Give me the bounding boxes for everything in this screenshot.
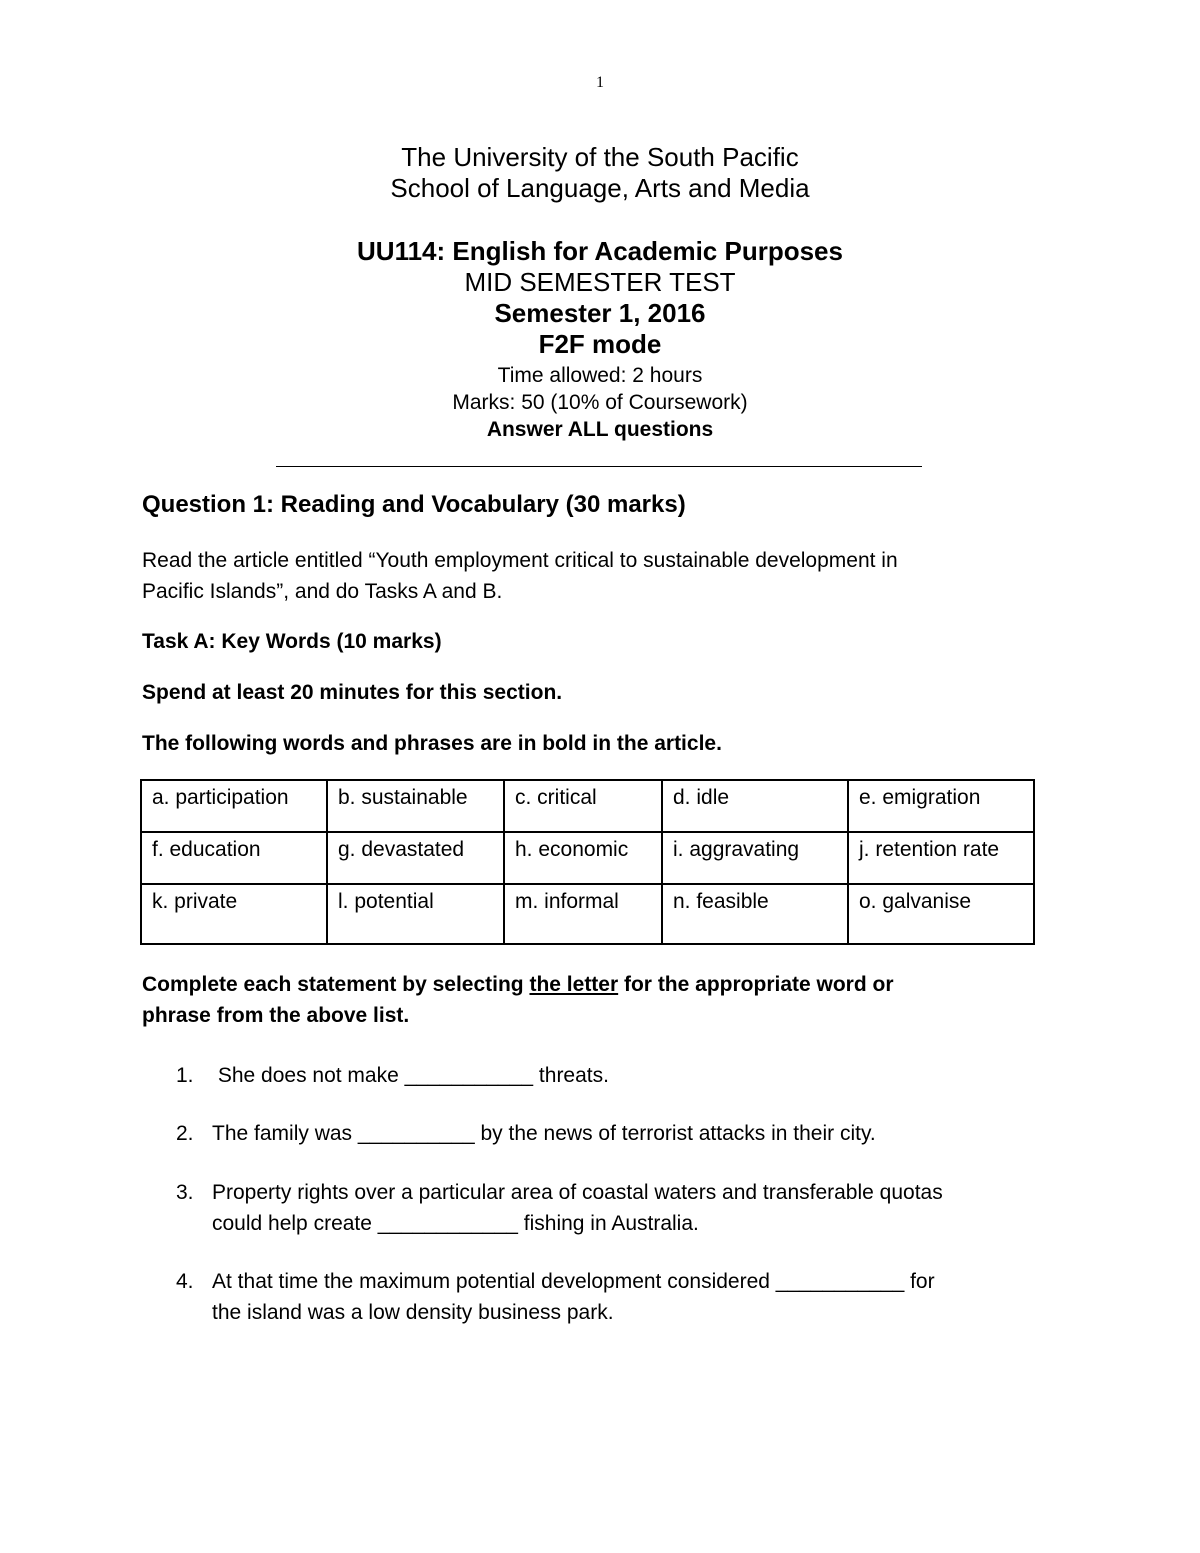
- question-text-line-2: could help create ____________ fishing in Australia.: [212, 1212, 699, 1235]
- word-cell: i. aggravating: [662, 832, 848, 884]
- question-item-4: [176, 1266, 1056, 1328]
- instruction-part-1: Complete each statement by selecting: [142, 973, 530, 996]
- semester-label: Semester 1, 2016: [494, 298, 706, 328]
- test-meta: [0, 362, 1200, 443]
- question-text-line-2: the island was a low density business park.: [212, 1301, 614, 1324]
- page-number: 1: [596, 74, 604, 91]
- question-text-line-1: At that time the maximum potential development considered ___________ for: [212, 1270, 935, 1293]
- word-cell: l. potential: [327, 884, 504, 944]
- word-cell: f. education: [141, 832, 327, 884]
- table-row: [141, 884, 1034, 944]
- question-text: The family was __________ by the news of terrorist attacks in their city.: [212, 1122, 876, 1145]
- instruction-underlined: the letter: [529, 973, 619, 996]
- question-number: 3.: [176, 1181, 194, 1204]
- word-cell: n. feasible: [662, 884, 848, 944]
- word-cell: h. economic: [504, 832, 662, 884]
- time-allowed: Time allowed: 2 hours: [497, 364, 703, 387]
- word-cell: j. retention rate: [848, 832, 1034, 884]
- test-title: MID SEMESTER TEST: [464, 267, 736, 297]
- word-cell: e. emigration: [848, 780, 1034, 832]
- question-number: 2.: [176, 1122, 194, 1145]
- school-name: School of Language, Arts and Media: [390, 173, 810, 203]
- question-item-2: [176, 1118, 1056, 1149]
- question-1-intro: [142, 545, 1042, 607]
- word-cell: g. devastated: [327, 832, 504, 884]
- word-cell: k. private: [141, 884, 327, 944]
- word-cell: d. idle: [662, 780, 848, 832]
- question-number: 4.: [176, 1270, 194, 1293]
- word-cell: a. participation: [141, 780, 327, 832]
- task-a-title: Task A: Key Words (10 marks): [142, 630, 442, 653]
- table-row: [141, 780, 1034, 832]
- word-cell: b. sustainable: [327, 780, 504, 832]
- instruction-part-2: for the appropriate word or: [618, 973, 894, 996]
- institution-header: [0, 142, 1200, 204]
- question-item-3: [176, 1177, 1056, 1239]
- word-cell: o. galvanise: [848, 884, 1034, 944]
- intro-line-1: Read the article entitled “Youth employment critical to sustainable development in: [142, 549, 898, 572]
- intro-line-2: Pacific Islands”, and do Tasks A and B.: [142, 580, 503, 603]
- marks-label: Marks: 50 (10% of Coursework): [452, 391, 748, 414]
- key-words-table: [140, 779, 1035, 945]
- course-title: UU114: English for Academic Purposes: [357, 236, 843, 266]
- mode-label: F2F mode: [538, 329, 662, 359]
- table-row: [141, 832, 1034, 884]
- time-guidance: Spend at least 20 minutes for this section.: [142, 681, 563, 704]
- answer-instruction: Answer ALL questions: [486, 418, 714, 441]
- question-text-line-1: Property rights over a particular area of coastal waters and transferable quotas: [212, 1181, 943, 1204]
- course-header: [0, 236, 1200, 360]
- word-cell: c. critical: [504, 780, 662, 832]
- completion-instruction: [142, 969, 1062, 1031]
- header-divider: [276, 466, 922, 467]
- question-number: 1.: [176, 1064, 194, 1087]
- word-cell: m. informal: [504, 884, 662, 944]
- question-item-1: [176, 1060, 1056, 1091]
- question-text: She does not make ___________ threats.: [212, 1064, 609, 1087]
- table-intro: The following words and phrases are in bold in the article.: [142, 732, 722, 755]
- instruction-line-1: [142, 969, 1062, 1000]
- university-name: The University of the South Pacific: [401, 142, 799, 172]
- instruction-line-2: phrase from the above list.: [142, 1004, 410, 1027]
- question-1-title: Question 1: Reading and Vocabulary (30 marks): [142, 491, 686, 518]
